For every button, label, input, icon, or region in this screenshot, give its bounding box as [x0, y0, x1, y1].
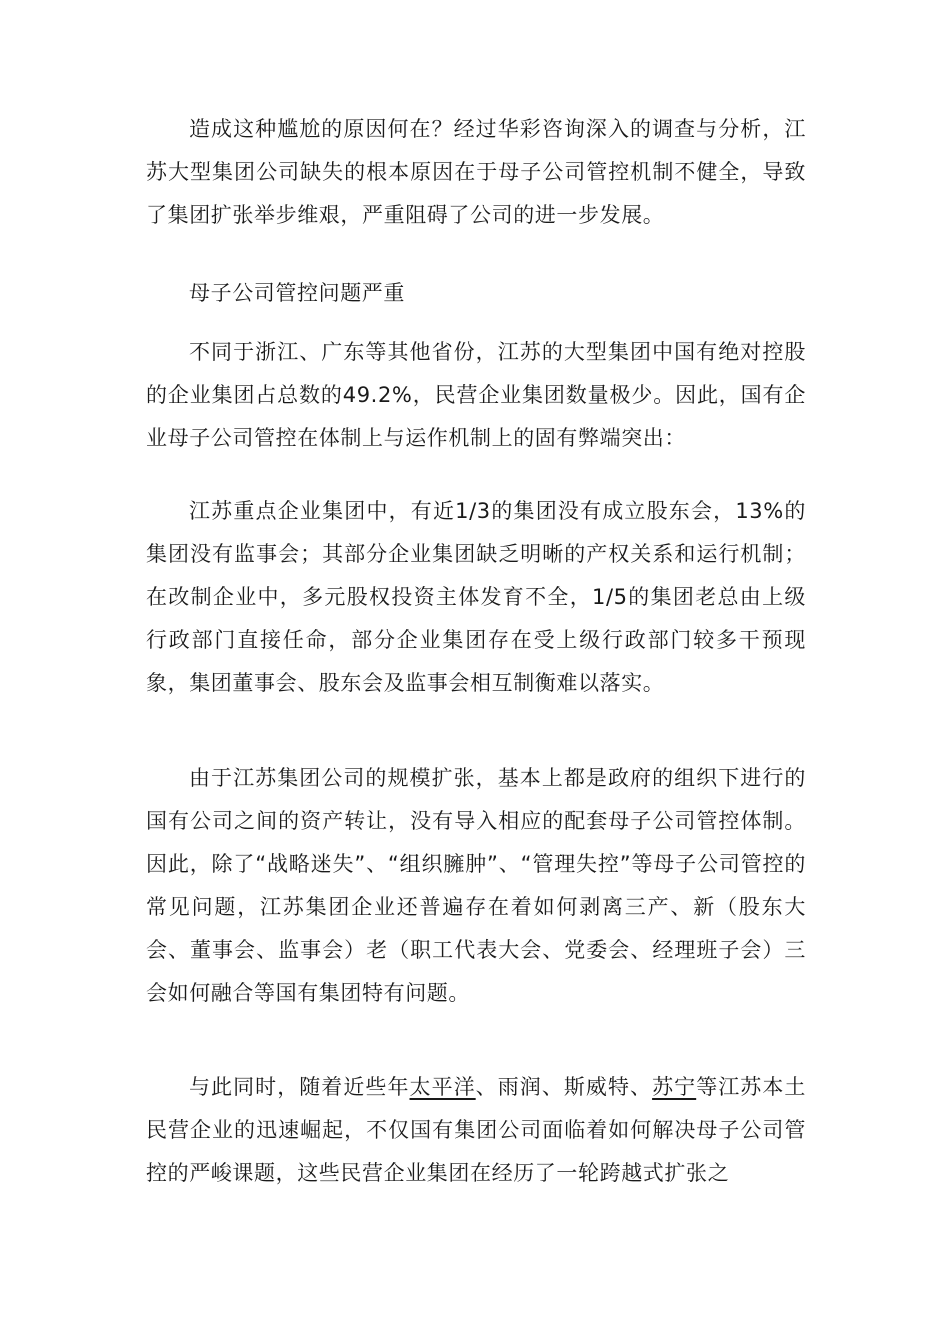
paragraph-private-enterprises: [146, 1066, 806, 1195]
section-heading: 母子公司管控问题严重: [189, 281, 405, 305]
paragraph-state-owned-share: 不同于浙江、广东等其他省份，江苏的大型集团中国有绝对控股的企业集团占总数的49.2%，民营企业集团数量极少。因此，国有企业母子公司管控在体制上与运作机制上的固有弊端突出：: [146, 340, 806, 450]
paragraph-text-segment: 等江苏本土民营企业的迅速崛起，不仅国有集团公司面临着如何解决母子公司管控的严峻课题，这些民营企业集团在经历了一轮跨越式扩张之: [146, 1075, 806, 1185]
link-taipingyang[interactable]: 太平洋: [409, 1075, 476, 1099]
paragraph-cause-analysis: 造成这种尴尬的原因何在？经过华彩咨询深入的调查与分析，江苏大型集团公司缺失的根本原因在于母子公司管控机制不健全，导致了集团扩张举步维艰，严重阻碍了公司的进一步发展。: [146, 117, 806, 227]
link-suning[interactable]: 苏宁: [652, 1075, 697, 1099]
paragraph-text-segment: 、雨润、斯威特、: [475, 1075, 653, 1099]
paragraph-governance-issues: 江苏重点企业集团中，有近1/3的集团没有成立股东会，13%的集团没有监事会；其部分企业集团缺乏明晰的产权关系和运行机制；在改制企业中，多元股权投资主体发育不全，1/5的集团老总由上级行政部门直接任命，部分企业集团存在受上级行政部门较多干预现象，集团董事会、股东会及监事会相互制衡难以落实。: [146, 499, 806, 695]
paragraph-text-segment: 与此同时，随着近些年: [189, 1075, 410, 1099]
paragraph-expansion-problems: 由于江苏集团公司的规模扩张，基本上都是政府的组织下进行的国有公司之间的资产转让，没有导入相应的配套母子公司管控体制。因此，除了“战略迷失”、“组织臃肿”、“管理失控”等母子公司管控的常见问题，江苏集团企业还普遍存在着如何剥离三产、新（股东大会、董事会、监事会）老（职工代表大会、党委会、经理班子会）三会如何融合等国有集团特有问题。: [146, 766, 806, 1005]
